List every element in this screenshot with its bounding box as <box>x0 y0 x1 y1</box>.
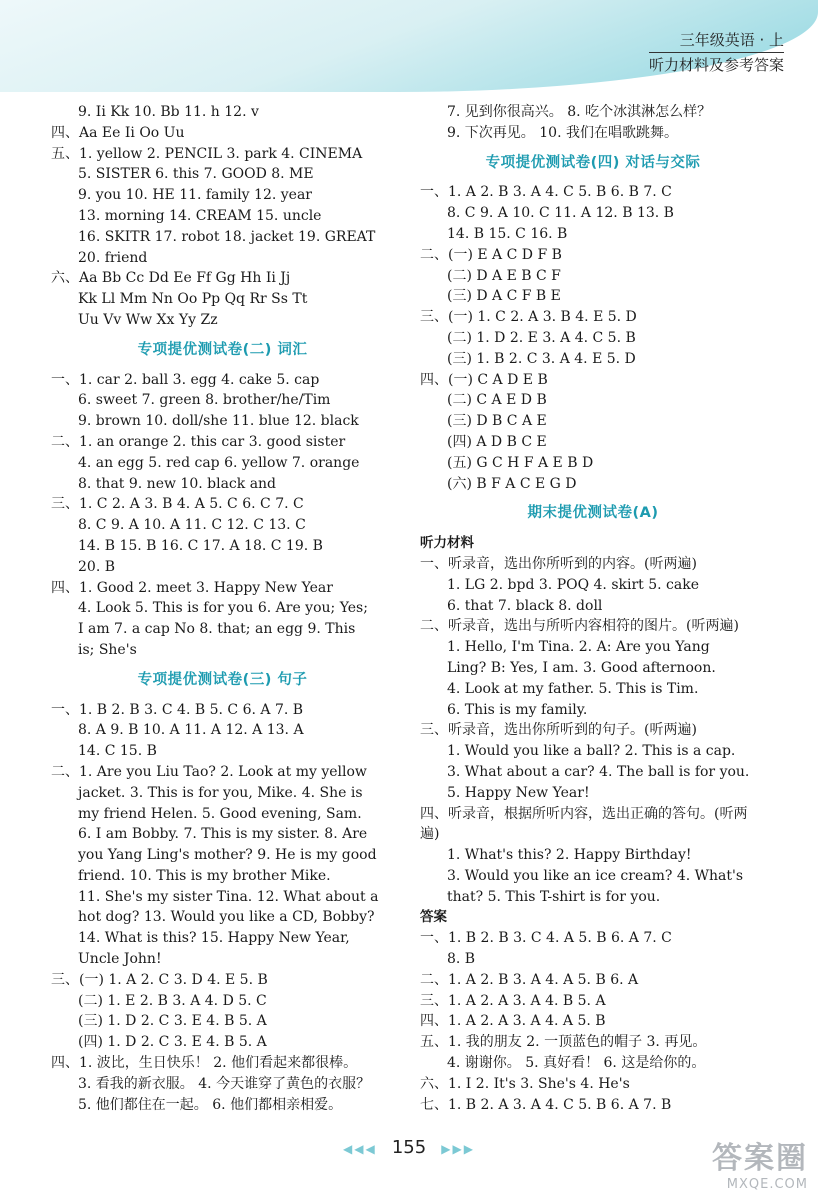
answer-line: 6. sweet 7. green 8. brother/he/Tim <box>78 392 331 409</box>
answer-line: (二) D A E B C F <box>447 267 561 284</box>
answer-line: 14. C 15. B <box>78 743 157 760</box>
answer-line: (三) 1. D 2. C 3. E 4. B 5. A <box>78 1013 267 1030</box>
answer-line: 8. C 9. A 10. A 11. C 12. C 13. C <box>78 517 306 534</box>
answer-line: (二) C A E D B <box>447 392 547 409</box>
answer-line: 一、1. car 2. ball 3. egg 4. cake 5. cap <box>51 371 320 388</box>
answer-line: 14. B 15. C 16. B <box>447 225 568 242</box>
answer-line: 14. What is this? 15. Happy New Year, <box>78 930 350 947</box>
answer-line: (四) A D B C E <box>447 433 547 450</box>
answer-line: 1. LG 2. bpd 3. POQ 4. skirt 5. cake <box>447 576 699 593</box>
answer-line: 8. B <box>447 951 476 968</box>
answer-line: 5. 他们都住在一起。 6. 他们都相亲相爱。 <box>78 1096 343 1113</box>
answer-line: my friend Helen. 5. Good evening, Sam. <box>78 805 362 822</box>
answer-line: 1. Would you like a ball? 2. This is a cap. <box>447 743 736 760</box>
answer-line: 20. B <box>78 558 116 575</box>
answer-line: 五、1. yellow 2. PENCIL 3. park 4. CINEMA <box>51 145 363 162</box>
answer-line: 1. Hello, I'm Tina. 2. A: Are you Yang <box>447 639 710 656</box>
answer-line: 二、听录音，选出与所听内容相符的图片。(听两遍) <box>420 618 739 635</box>
answer-line: Kk Ll Mm Nn Oo Pp Qq Rr Ss Tt <box>78 291 308 308</box>
answer-line: 16. SKITR 17. robot 18. jacket 19. GREAT <box>78 228 376 245</box>
header-grade: 三年级英语 · 上 <box>679 31 784 49</box>
answer-line: 四、1. A 2. A 3. A 4. A 5. B <box>420 1013 606 1030</box>
answer-line: that? 5. This T-shirt is for you. <box>447 888 661 905</box>
answer-line: 3. What about a car? 4. The ball is for you. <box>447 763 750 780</box>
answer-line: you Yang Ling's mother? 9. He is my good <box>78 847 377 864</box>
answer-line: 14. B 15. B 16. C 17. A 18. C 19. B <box>78 537 323 554</box>
answer-line: 9. brown 10. doll/she 11. blue 12. black <box>78 413 359 430</box>
answer-line: 四、(一) C A D E B <box>420 371 548 388</box>
answer-line: 三、听录音，选出你所听到的句子。(听两遍) <box>420 722 697 739</box>
answer-line: 13. morning 14. CREAM 15. uncle <box>78 207 322 224</box>
answer-line: 遍) <box>420 826 440 843</box>
answer-line: 二、(一) E A C D F B <box>420 246 562 263</box>
answer-line: hot dog? 13. Would you like a CD, Bobby? <box>78 909 375 926</box>
answer-line: (二) 1. D 2. E 3. A 4. C 5. B <box>447 329 636 346</box>
answer-line: 9. you 10. HE 11. family 12. year <box>78 187 312 204</box>
answer-line: 七、1. B 2. A 3. A 4. C 5. B 6. A 7. B <box>420 1096 672 1113</box>
watermark-title: 答案圈 <box>712 1141 808 1176</box>
answer-line: 6. that 7. black 8. doll <box>447 597 603 614</box>
answer-line: 9. 下次再见。 10. 我们在唱歌跳舞。 <box>447 124 678 141</box>
answer-line: 三、1. C 2. A 3. B 4. A 5. C 6. C 7. C <box>51 496 304 513</box>
answer-line: 1. What's this? 2. Happy Birthday! <box>447 847 692 864</box>
running-header <box>649 30 784 76</box>
header-rule <box>649 52 784 53</box>
answer-line: 二、1. A 2. B 3. A 4. A 5. B 6. A <box>420 971 639 988</box>
answer-line: friend. 10. This is my brother Mike. <box>78 867 331 884</box>
answer-line: 一、1. A 2. B 3. A 4. C 5. B 6. B 7. C <box>420 184 672 201</box>
answer-line: 4. Look at my father. 5. This is Tim. <box>447 680 699 697</box>
answer-line: 5. Happy New Year! <box>447 784 590 801</box>
answer-line: 三、(一) 1. A 2. C 3. D 4. E 5. B <box>51 971 268 988</box>
answer-line: is; She's <box>78 641 137 658</box>
answer-line: 3. 看我的新衣服。 4. 今天谁穿了黄色的衣服？ <box>78 1075 371 1092</box>
left-column <box>51 102 394 1115</box>
answer-line: 5. SISTER 6. this 7. GOOD 8. ME <box>78 166 314 183</box>
answer-line: 六、1. I 2. It's 3. She's 4. He's <box>420 1075 630 1092</box>
answer-line: 9. Ii Kk 10. Bb 11. h 12. v <box>78 104 259 120</box>
answer-line: 四、听录音，根据所听内容，选出正确的答句。(听两 <box>420 805 748 822</box>
answer-line: 三、1. A 2. A 3. A 4. B 5. A <box>420 992 606 1009</box>
answer-line: 6. This is my family. <box>447 701 588 718</box>
answer-line: Ling? B: Yes, I am. 3. Good afternoon. <box>447 659 716 676</box>
section-title: 专项提优测试卷(四) 对话与交际 <box>485 154 701 171</box>
watermark-url: MXQE.COM <box>726 1177 808 1192</box>
answer-line: 一、听录音，选出你所听到的内容。(听两遍) <box>420 555 697 572</box>
answer-line: 三、(一) 1. C 2. A 3. B 4. E 5. D <box>420 309 637 326</box>
answer-line: 8. A 9. B 10. A 11. A 12. A 13. A <box>78 722 304 739</box>
answer-line: 11. She's my sister Tina. 12. What about a <box>78 888 379 905</box>
answer-line: Uu Vv Ww Xx Yy Zz <box>78 311 218 328</box>
answer-line: 4. 谢谢你。 5. 真好看！ 6. 这是给你的。 <box>447 1055 706 1072</box>
answer-line: 一、1. B 2. B 3. C 4. A 5. B 6. A 7. C <box>420 930 672 947</box>
left-arrows-icon: ◀◀◀ <box>343 1142 377 1156</box>
right-arrows-icon: ▶▶▶ <box>441 1142 475 1156</box>
answer-line: (三) D B C A E <box>447 413 547 430</box>
answer-line: 4. Look 5. This is for you 6. Are you; Yes; <box>78 600 368 617</box>
answer-line: 五、1. 我的朋友 2. 一顶蓝色的帽子 3. 再见。 <box>420 1034 707 1051</box>
answer-line: I am 7. a cap No 8. that; an egg 9. This <box>78 621 356 638</box>
answer-line: 二、1. Are you Liu Tao? 2. Look at my yellow <box>51 763 367 780</box>
answer-line: (六) B F A C E G D <box>447 475 577 492</box>
answer-line: 二、1. an orange 2. this car 3. good sister <box>51 433 346 450</box>
answer-line: (三) 1. B 2. C 3. A 4. E 5. D <box>447 350 636 367</box>
answer-line: 7. 见到你很高兴。 8. 吃个冰淇淋怎么样？ <box>447 104 712 120</box>
page-footer <box>0 1137 818 1158</box>
answer-line: jacket. 3. This is for you, Mike. 4. She is <box>78 784 363 801</box>
section-title: 专项提优测试卷(三) 句子 <box>137 671 308 688</box>
answer-line: (五) G C H F A E B D <box>447 454 594 471</box>
right-column <box>420 102 766 1115</box>
answer-line: 3. Would you like an ice cream? 4. What's <box>447 867 744 884</box>
answer-line: 四、1. Good 2. meet 3. Happy New Year <box>51 579 333 596</box>
answer-line: (四) 1. D 2. C 3. E 4. B 5. A <box>78 1034 267 1051</box>
watermark-logo <box>712 1133 808 1192</box>
subsection-title: 听力材料 <box>420 535 474 552</box>
answer-line: 8. C 9. A 10. C 11. A 12. B 13. B <box>447 205 674 222</box>
answer-line: (二) 1. E 2. B 3. A 4. D 5. C <box>78 992 267 1009</box>
answer-line: 六、Aa Bb Cc Dd Ee Ff Gg Hh Ii Jj <box>51 270 291 287</box>
section-title: 专项提优测试卷(二) 词汇 <box>137 341 308 358</box>
answer-line: Uncle John! <box>78 951 162 968</box>
header-subtitle: 听力材料及参考答案 <box>648 56 784 74</box>
answer-line: 6. I am Bobby. 7. This is my sister. 8. Are <box>78 826 368 843</box>
answer-line: (三) D A C F B E <box>447 288 561 305</box>
answer-line: 一、1. B 2. B 3. C 4. B 5. C 6. A 7. B <box>51 701 304 718</box>
page-number: 155 <box>391 1137 427 1158</box>
answer-line: 20. friend <box>78 249 148 266</box>
subsection-title: 答案 <box>420 909 447 926</box>
answer-line: 4. an egg 5. red cap 6. yellow 7. orange <box>78 454 360 471</box>
answer-line: 8. that 9. new 10. black and <box>78 475 277 492</box>
answer-line: 四、1. 波比，生日快乐！ 2. 他们看起来都很棒。 <box>51 1055 358 1072</box>
answer-line: 四、Aa Ee Ii Oo Uu <box>51 124 185 141</box>
section-title: 期末提优测试卷(A) <box>527 505 659 522</box>
